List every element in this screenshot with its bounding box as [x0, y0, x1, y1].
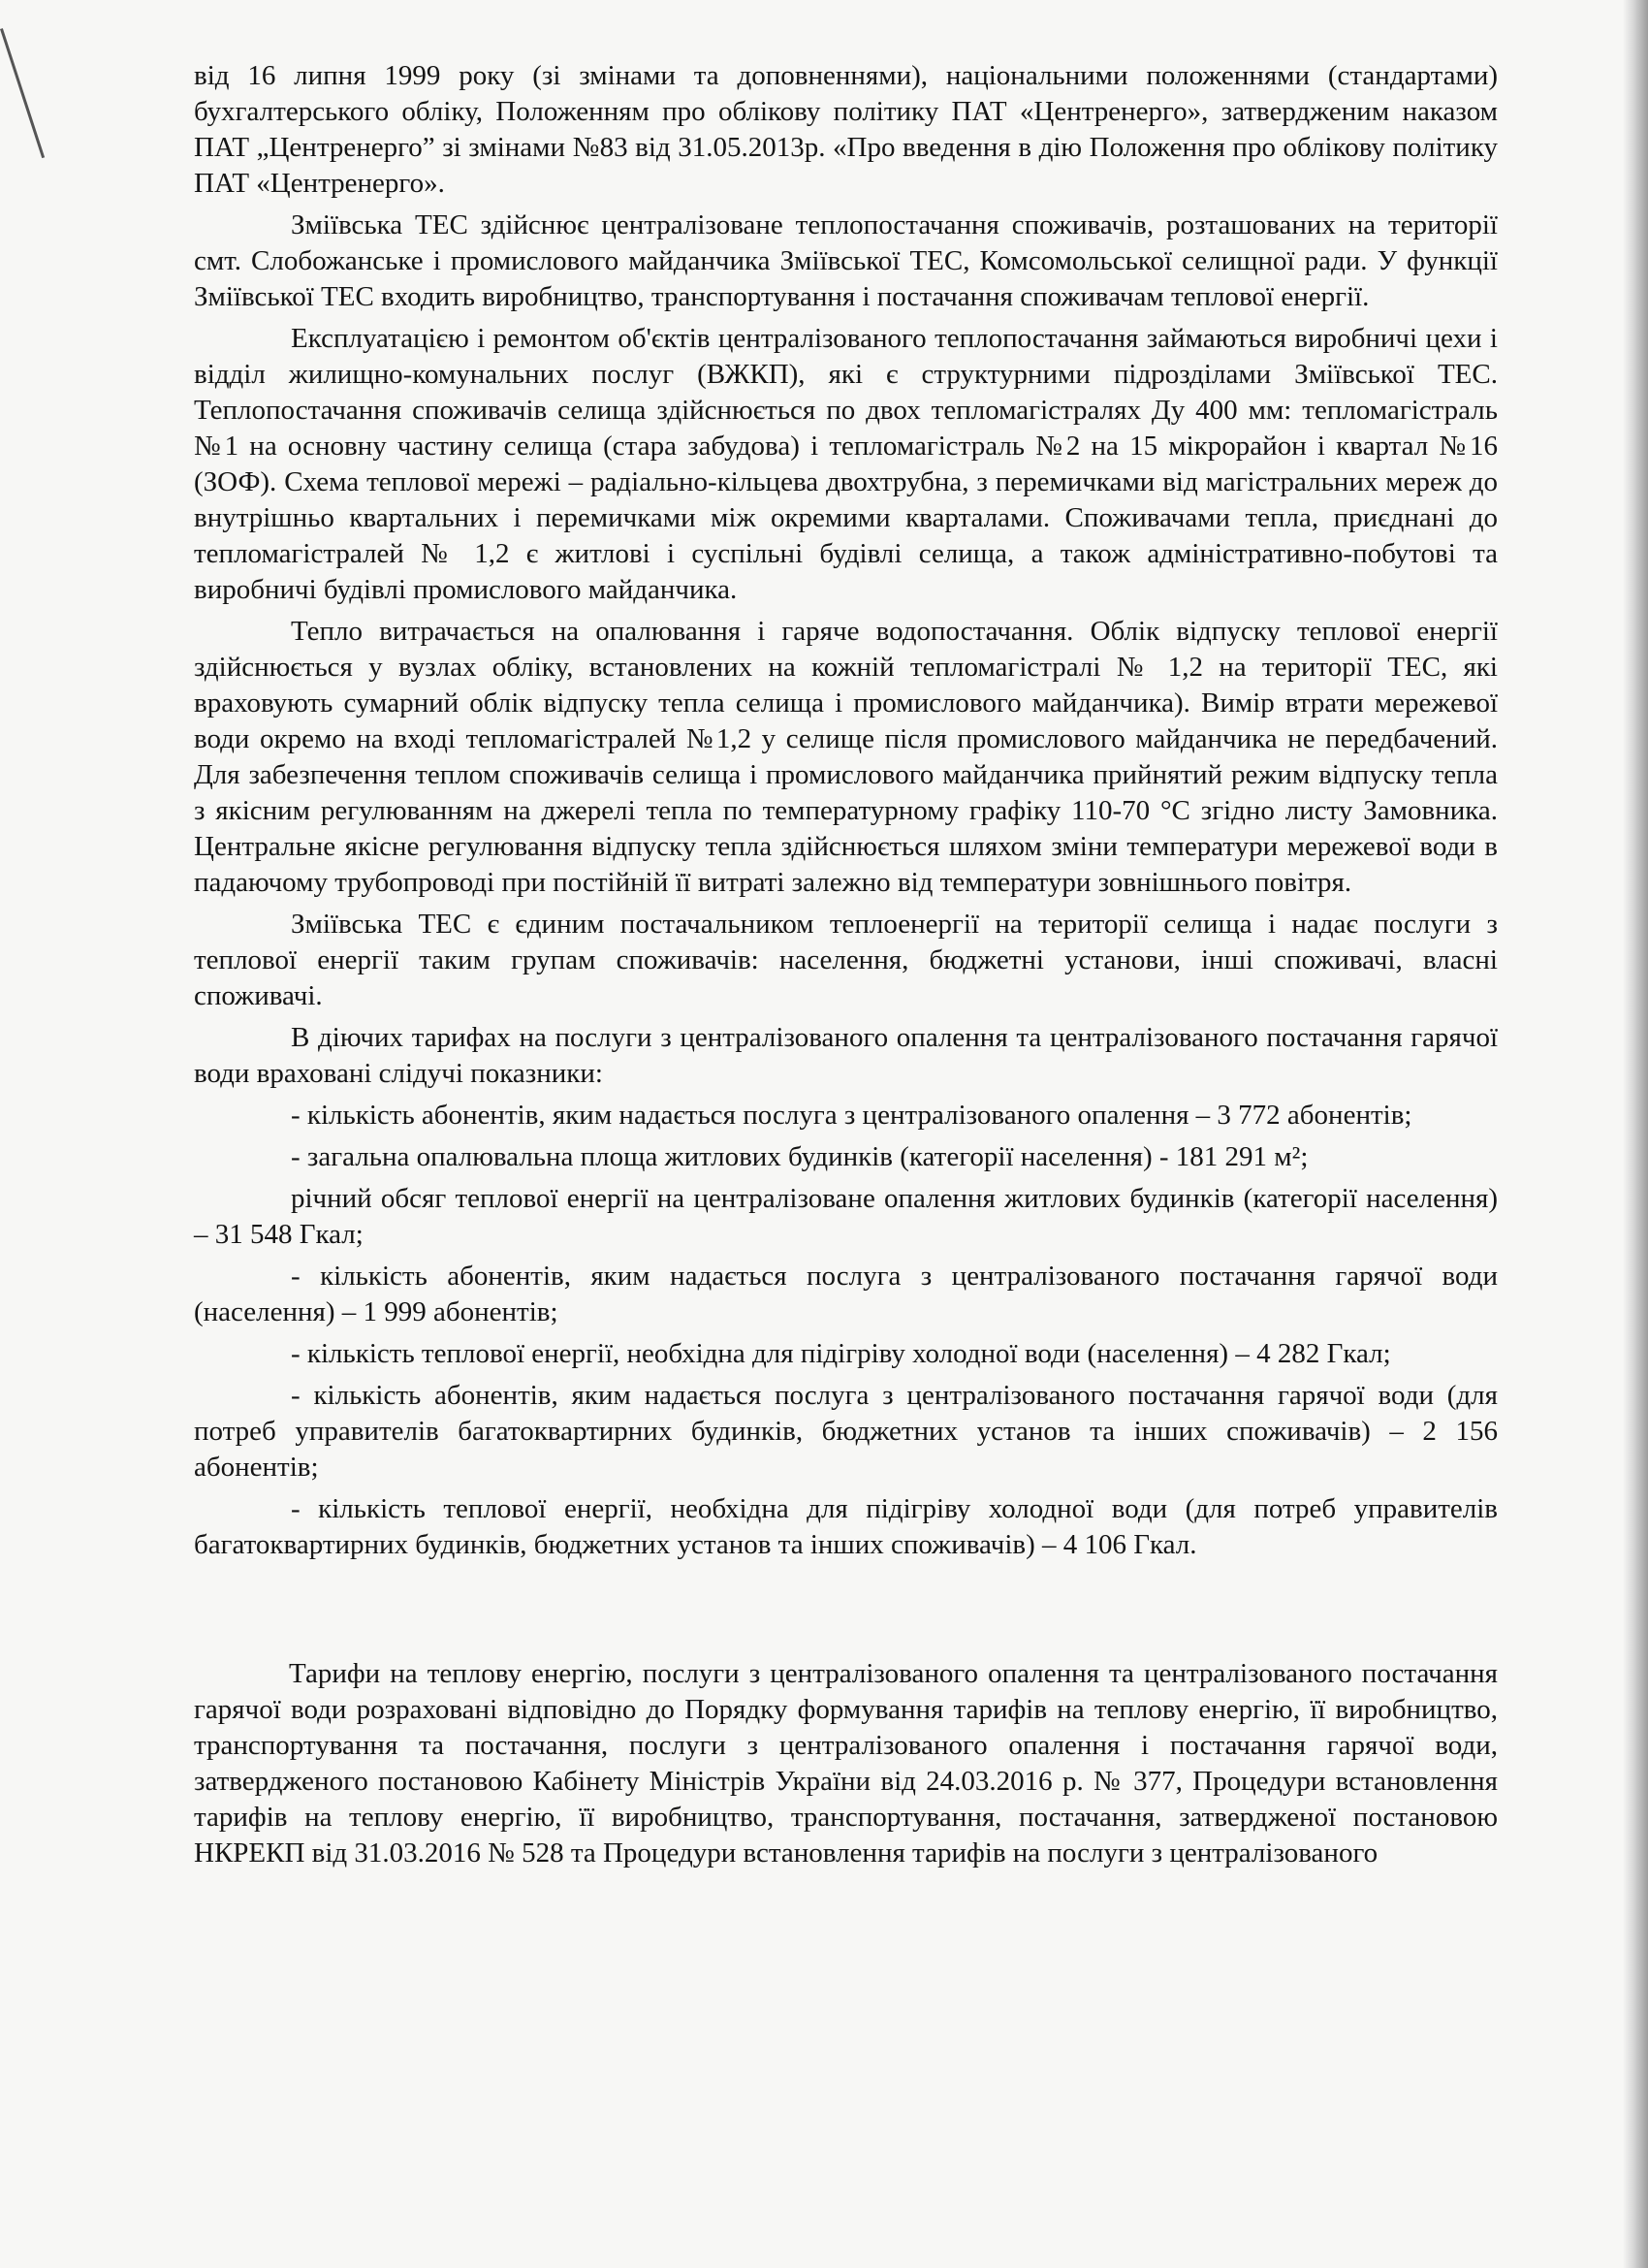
paragraph-6: В діючих тарифах на послуги з централізованого опалення та централізованого постачання гарячої води враховані слідучі показники:	[194, 1022, 1498, 1089]
paragraph-2: Зміївська ТЕС здійснює централізоване теплопостачання споживачів, розташованих на території смт. Слобожанське і промислового майданчика Зміївської ТЕС, Комсомольської селищної ради. У функції Зміївської ТЕС входить виробництво, транспортування і постачання споживачам теплової енергії.	[194, 209, 1498, 312]
list-item-subscribers-hot-water-other: - кількість абонентів, яким надається послуга з централізованого постачання гарячої води (для потреб управителів багатоквартирних будинків, бюджетних установ та інших споживачів) – 2 156 абонентів;	[194, 1380, 1498, 1483]
list-item-heat-for-water-population: - кількість теплової енергії, необхідна для підігріву холодної води (населення) – 4 282 Гкал;	[291, 1338, 1391, 1369]
paragraph-5: Зміївська ТЕС є єдиним постачальником теплоенергії на території селища і надає послуги з теплової енергії таким групам споживачів: населення, бюджетні установи, інші споживачі, власні споживачі.	[194, 909, 1498, 1011]
list-item-annual-heat-volume: річний обсяг теплової енергії на централізоване опалення житлових будинків (категорії населення) – 31 548 Гкал;	[194, 1183, 1498, 1250]
list-item-subscribers-heating: - кількість абонентів, яким надається послуга з централізованого опалення – 3 772 абонентів;	[291, 1100, 1412, 1131]
paragraph-3: Експлуатацією і ремонтом об'єктів централізованого теплопостачання займаються виробничі цехи і відділ жилищно-комунальних послуг (ВЖКП), які є структурними підрозділами Зміївської ТЕС. Теплопостачання споживачів селища здійснюється по двох тепломагістралях Ду 400 мм: тепломагістраль №1 на основну частину селища (стара забудова) і тепломагістраль №2 на 15 мікрорайон і квартал №16 (ЗОФ). Схема теплової мережі – радіально-кільцева двохтрубна, з перемичками від магістральних мереж до внутрішньо квартальних і перемичками між окремими кварталами. Споживачами тепла, приєднані до тепломагістралей № 1,2 є житлові і суспільні будівлі селища, а також адміністративно-побутові та виробничі будівлі промислового майданчика.	[194, 323, 1498, 605]
scan-edge-line	[0, 28, 45, 158]
document-page	[194, 58, 1498, 1877]
list-item-heated-area: - загальна опалювальна площа житлових будинків (категорії населення) - 181 291 м²;	[291, 1141, 1309, 1172]
blank-gap	[194, 1569, 1498, 1656]
list-item-subscribers-hot-water: - кількість абонентів, яким надається послуга з централізованого постачання гарячої води (населення) – 1 999 абонентів;	[194, 1261, 1498, 1327]
paragraph-4: Тепло витрачається на опалювання і гаряче водопостачання. Облік відпуску теплової енергії здійснюється у вузлах обліку, встановлених на кожній тепломагістралі № 1,2 на території ТЕС, які враховують сумарний облік відпуску тепла селища і промислового майданчика). Вимір втрати мережевої води окремо на вході тепломагістралей №1,2 у селище після промислового майданчика не передбачений. Для забезпечення теплом споживачів селища і промислового майданчика прийнятий режим відпуску тепла з якісним регулюванням на джерелі тепла по температурному графіку 110-70 °С згідно листу Замовника. Центральне якісне регулювання відпуску тепла здійснюється шляхом зміни температури мережевої води в падаючому трубопроводі при постійній її витраті залежно від температури зовнішнього повітря.	[194, 616, 1498, 898]
paragraph-1: від 16 липня 1999 року (зі змінами та доповненнями), національними положеннями (стандартами) бухгалтерського обліку, Положенням про облікову політику ПАТ «Центренерго», затвердженим наказом ПАТ „Центренерго” зі змінами №83 від 31.05.2013р. «Про введення в дію Положення про облікову політику ПАТ «Центренерго».	[194, 60, 1498, 199]
paragraph-tariffs: Тарифи на теплову енергію, послуги з централізованого опалення та централізованого постачання гарячої води розраховані відповідно до Порядку формування тарифів на теплову енергію, її виробництво, транспортування та постачання, послуги з централізованого опалення і постачання гарячої води, затвердженого постановою Кабінету Міністрів України від 24.03.2016 р. № 377, Процедури встановлення тарифів на теплову енергію, її виробництво, транспортування, постачання, затвердженої постановою НКРЕКП від 31.03.2016 № 528 та Процедури встановлення тарифів на послуги з централізованого	[194, 1658, 1498, 1869]
list-item-heat-for-water-other: - кількість теплової енергії, необхідна для підігріву холодної води (для потреб управителів багатоквартирних будинків, бюджетних установ та інших споживачів) – 4 106 Гкал.	[194, 1493, 1498, 1560]
scan-right-edge	[1623, 0, 1648, 2268]
